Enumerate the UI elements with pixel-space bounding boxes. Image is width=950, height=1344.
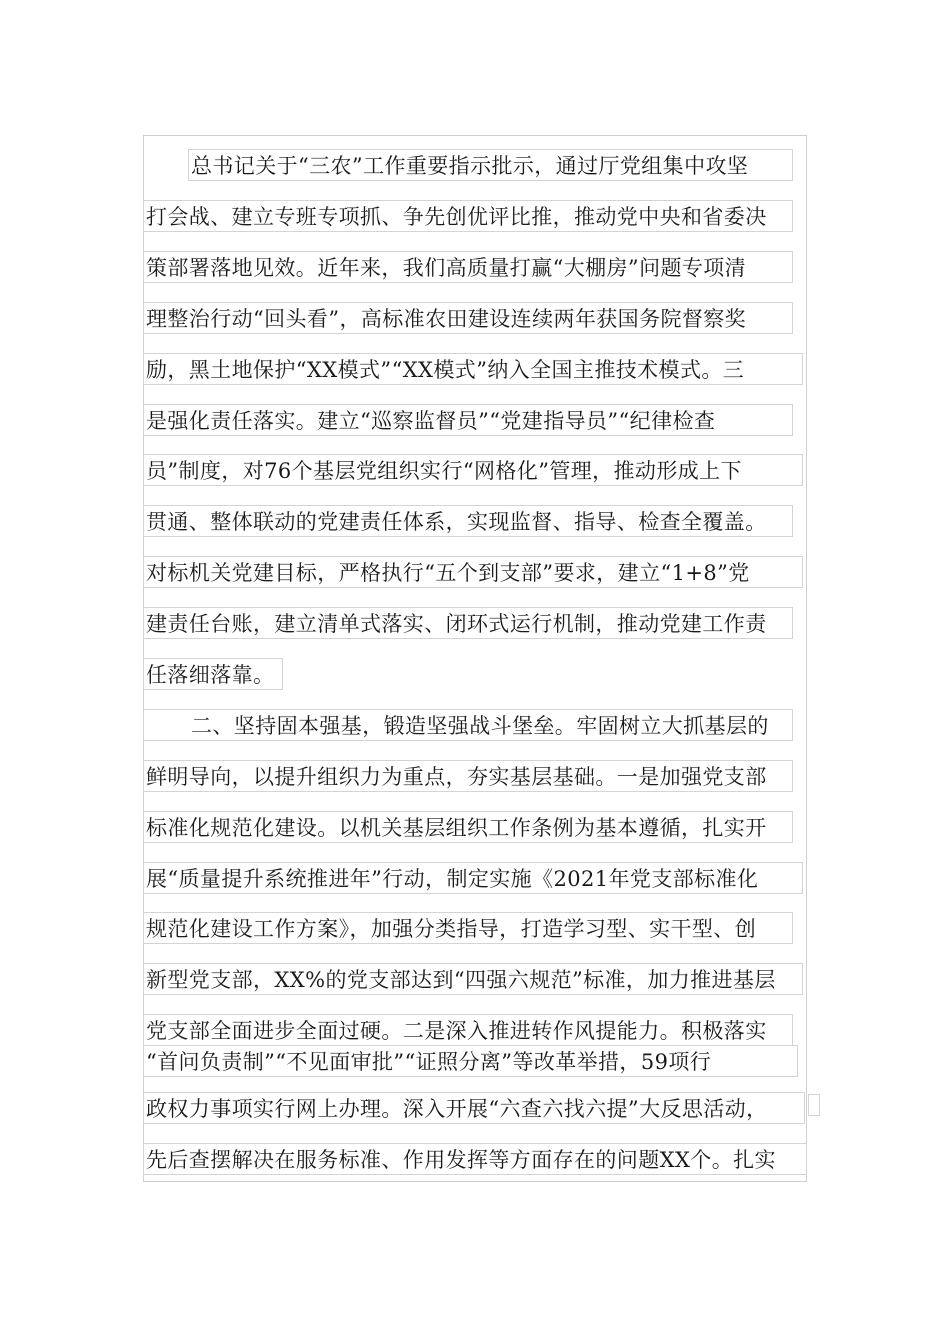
text-line: 是强化责任落实。建立“巡察监督员”“党建指导员”“纪律检查 (143, 404, 793, 436)
text-line: 先后查摆解决在服务标准、作用发挥等方面存在的问题XX个。扎实 (143, 1143, 807, 1175)
text-line: 策部署落地见效。近年来，我们高质量打赢“大棚房”问题专项清 (143, 251, 793, 283)
text-line: 政权力事项实行网上办理。深入开展“六查六找六提”大反思活动， (143, 1092, 805, 1124)
text-line: 建责任台账，建立清单式落实、闭环式运行机制，推动党建工作责 (143, 607, 793, 639)
text-line: 二、坚持固本强基，锻造坚强战斗堡垒。牢固树立大抓基层的 (143, 709, 793, 741)
text-line: 党支部全面进步全面过硬。二是深入推进转作风提能力。积极落实 (143, 1014, 793, 1046)
text-line: 员”制度，对76个基层党组织实行“网格化”管理，推动形成上下 (143, 454, 803, 486)
text-line: “首问负责制”“不见面审批”“证照分离”等改革举措，59项行 (143, 1045, 798, 1077)
text-line: 标准化规范化建设。以机关基层组织工作条例为基本遵循，扎实开 (143, 811, 793, 843)
text-line: 贯通、整体联动的党建责任体系，实现监督、指导、检查全覆盖。 (143, 505, 793, 537)
text-line: 任落细落靠。 (143, 658, 283, 690)
text-line: 展“质量提升系统推进年”行动，制定实施《2021年党支部标准化 (143, 862, 803, 894)
text-line: 新型党支部，XX%的党支部达到“四强六规范”标准，加力推进基层 (143, 963, 803, 995)
text-line: 规范化建设工作方案》，加强分类指导，打造学习型、实干型、创 (143, 912, 793, 944)
text-cursor-marker (808, 1094, 820, 1116)
text-line: 总书记关于“三农”工作重要指示批示，通过厅党组集中攻坚 (188, 149, 793, 181)
text-line: 励，黑土地保护“XX模式”“XX模式”纳入全国主推技术模式。三 (143, 353, 803, 385)
text-line: 鲜明导向，以提升组织力为重点，夯实基层基础。一是加强党支部 (143, 760, 793, 792)
text-line: 理整治行动“回头看”，高标准农田建设连续两年获国务院督察奖 (143, 302, 793, 334)
text-line: 对标机关党建目标，严格执行“五个到支部”要求，建立“1+8”党 (143, 556, 803, 588)
text-line: 打会战、建立专班专项抓、争先创优评比推，推动党中央和省委决 (143, 200, 793, 232)
